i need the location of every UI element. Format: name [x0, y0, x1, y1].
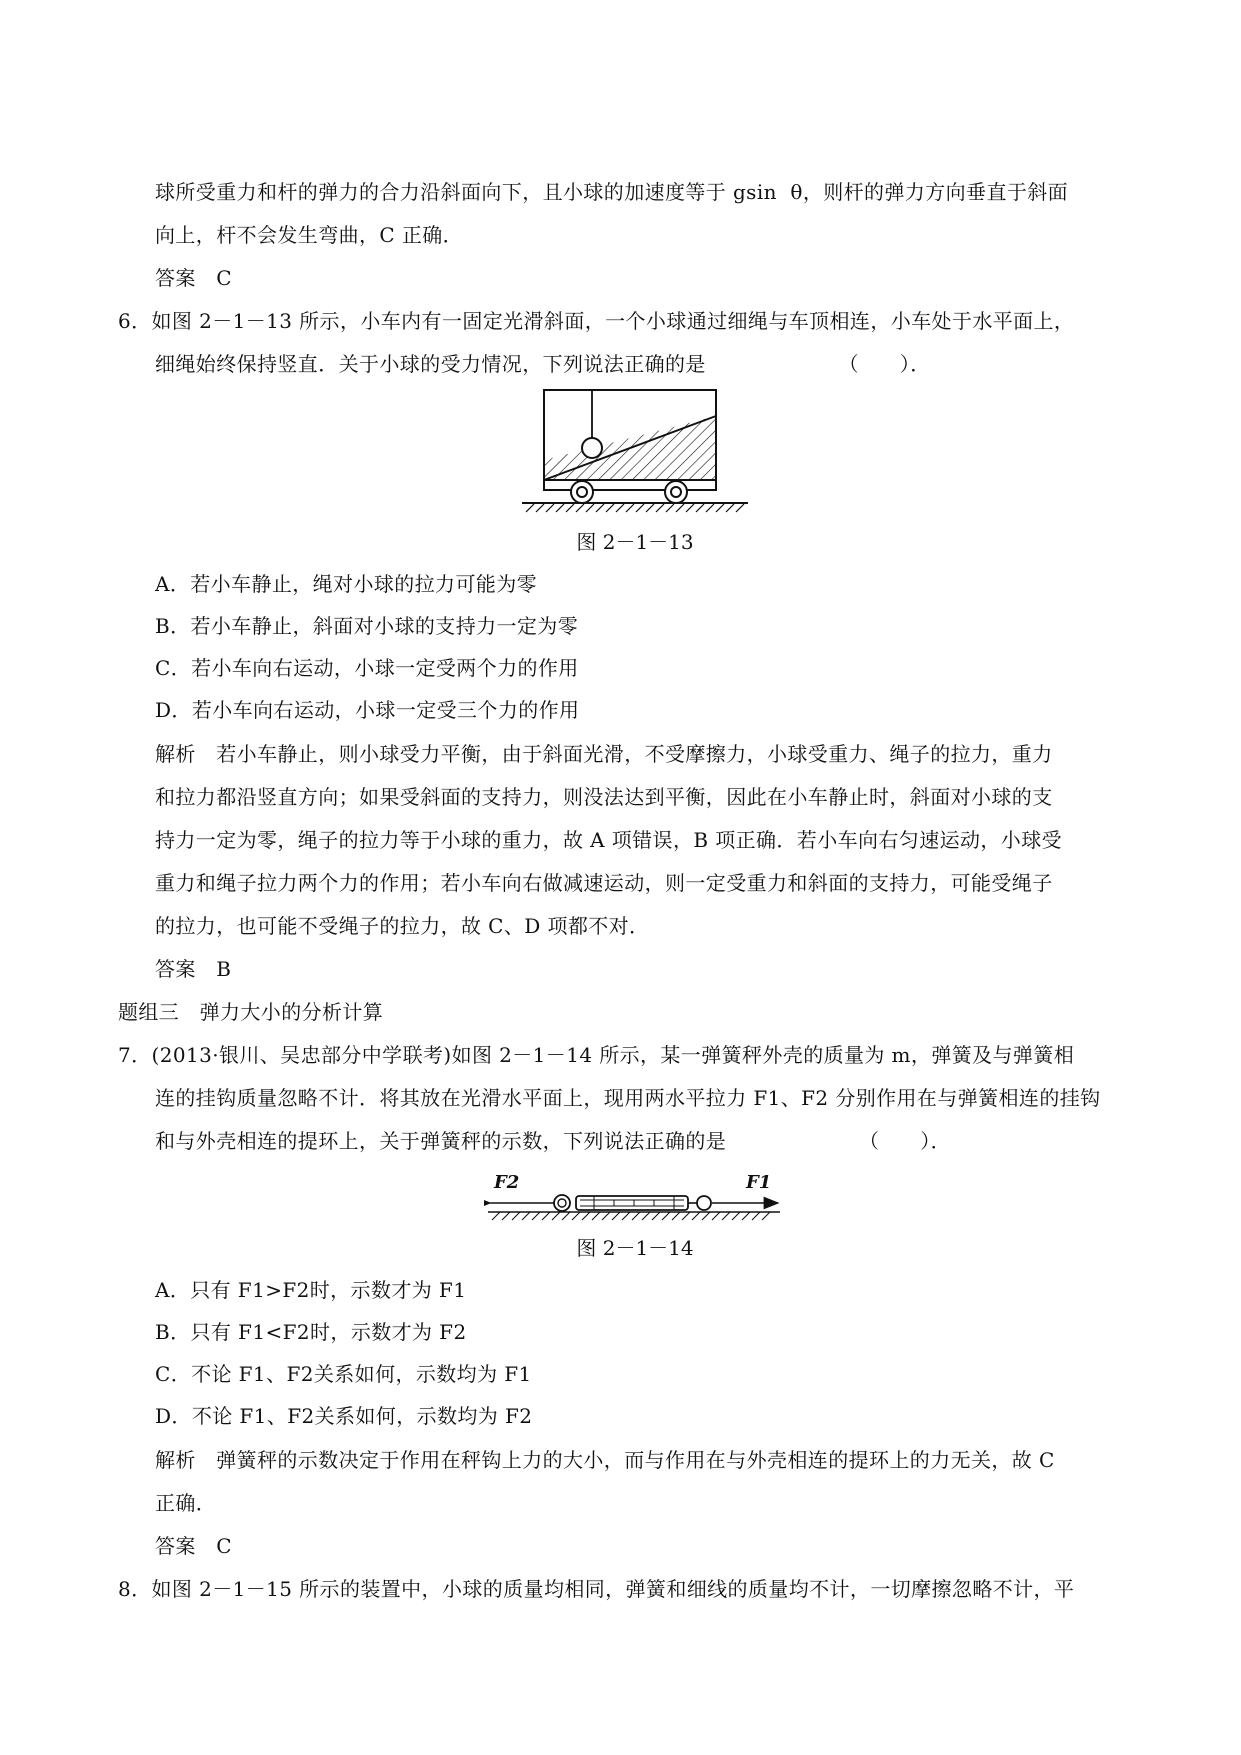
prev-answer: 答案 C — [155, 266, 232, 290]
q7-analysis-line-2: 正确． — [155, 1491, 217, 1515]
q6-analysis-line-5: 的拉力，也可能不受绳子的拉力，故 C、D 项都不对． — [155, 914, 650, 938]
label-f2: F2 — [494, 1172, 520, 1193]
q6-option-b: B．若小车静止，斜面对小球的支持力一定为零 — [155, 614, 579, 638]
q6-option-a: A．若小车静止，绳对小球的拉力可能为零 — [155, 572, 538, 596]
q7-option-a: A．只有 F1>F2时，示数才为 F1 — [155, 1278, 467, 1302]
section-heading: 题组三 弹力大小的分析计算 — [118, 1000, 384, 1024]
q7-option-c: C．不论 F1、F2关系如何，示数均为 F1 — [155, 1362, 532, 1386]
prev-analysis-line-2: 向上，杆不会发生弯曲，C 正确． — [155, 223, 464, 247]
q6-analysis-line-3: 持力一定为零，绳子的拉力等于小球的重力，故 A 项错误，B 项正确．若小车向右匀速运动，小球受 — [155, 828, 1063, 852]
figure-cart-incline — [520, 388, 750, 518]
q7-stem-line-2: 连的挂钩质量忽略不计．将其放在光滑水平面上，现用两水平拉力 F1、F2 分别作用在与弹簧相连的挂钩 — [155, 1086, 1101, 1110]
q7-option-d: D．不论 F1、F2关系如何，示数均为 F2 — [155, 1404, 533, 1428]
figure-spring-scale — [484, 1172, 784, 1226]
q7-stem-line-1: 7．(2013·银川、吴忠部分中学联考)如图 2－1－14 所示，某一弹簧秤外壳的质量为 m，弹簧及与弹簧相 — [118, 1043, 1075, 1067]
figure-caption-2-1-13: 图 2－1－13 — [576, 530, 694, 554]
q7-answer: 答案 C — [155, 1534, 232, 1558]
q7-analysis-line-1: 解析 弹簧秤的示数决定于作用在秤钩上力的大小，而与作用在与外壳相连的提环上的力无关，故 C — [155, 1448, 1055, 1472]
q6-option-d: D．若小车向右运动，小球一定受三个力的作用 — [155, 698, 580, 722]
q6-analysis-line-1: 解析 若小车静止，则小球受力平衡，由于斜面光滑，不受摩擦力，小球受重力、绳子的拉力，重力 — [155, 742, 1053, 766]
q6-answer: 答案 B — [155, 957, 232, 981]
q6-option-c: C．若小车向右运动，小球一定受两个力的作用 — [155, 656, 579, 680]
prev-analysis-line-1: 球所受重力和杆的弹力的合力沿斜面向下，且小球的加速度等于 gsin θ，则杆的弹力方向垂直于斜面 — [155, 180, 1069, 204]
q6-stem-line-2: 细绳始终保持竖直．关于小球的受力情况，下列说法正确的是 （ ）． — [155, 352, 931, 376]
q8-stem-line-1: 8．如图 2－1－15 所示的装置中，小球的质量均相同，弹簧和细线的质量均不计，一切摩擦忽略不计，平 — [118, 1577, 1075, 1601]
q7-option-b: B．只有 F1<F2时，示数才为 F2 — [155, 1320, 467, 1344]
q6-analysis-line-4: 重力和绳子拉力两个力的作用；若小车向右做减速运动，则一定受重力和斜面的支持力，可能受绳子 — [155, 871, 1053, 895]
figure-caption-2-1-14: 图 2－1－14 — [576, 1236, 694, 1260]
q6-analysis-line-2: 和拉力都沿竖直方向；如果受斜面的支持力，则没法达到平衡，因此在小车静止时，斜面对小球的支 — [155, 785, 1053, 809]
q7-stem-line-3: 和与外壳相连的提环上，关于弹簧秤的示数，下列说法正确的是 （ ）． — [155, 1129, 951, 1153]
q6-stem-line-1: 6．如图 2－1－13 所示，小车内有一固定光滑斜面，一个小球通过细绳与车顶相连，小车处于水平面上， — [118, 309, 1075, 333]
label-f1: F1 — [746, 1172, 772, 1193]
